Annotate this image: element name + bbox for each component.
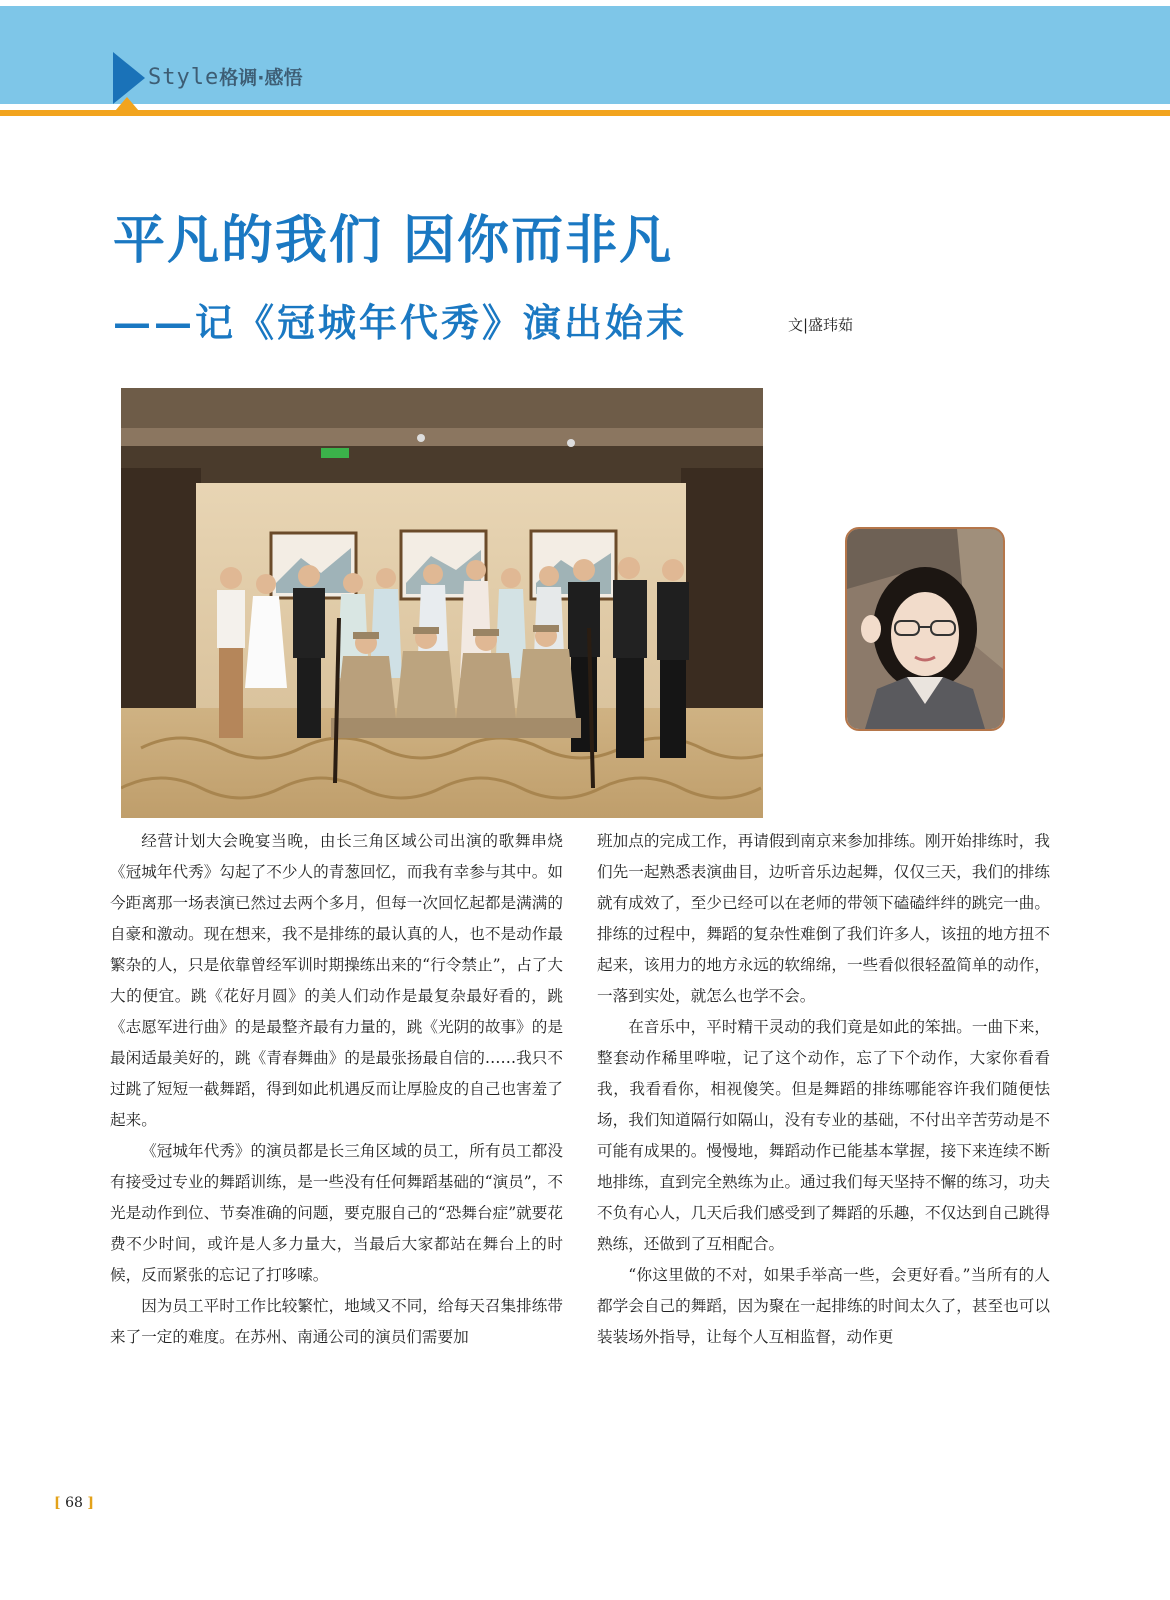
page-number-value: 68	[65, 1495, 83, 1511]
portrait-image	[847, 529, 1003, 729]
body-column-right	[597, 826, 1050, 1353]
paragraph: 《冠城年代秀》的演员都是长三角区域的员工，所有员工都没有接受过专业的舞蹈训练，是一些没有任何舞蹈基础的“演员”，不光是动作到位、节奏准确的问题，要克服自己的“恐舞台症”就要花费不少时间，或许是人多力量大，当最后大家都站在舞台上的时候，反而紧张的忘记了打哆嗦。	[110, 1142, 563, 1284]
author-portrait	[845, 527, 1005, 731]
paragraph: “你这里做的不对，如果手举高一些，会更好看。”当所有的人都学会自己的舞蹈，因为聚在一起排练的时间太久了，甚至也可以装装场外指导，让每个人互相监督，动作更	[597, 1266, 1050, 1346]
paragraph: 在音乐中，平时精干灵动的我们竟是如此的笨拙。一曲下来，整套动作稀里哗啦，记了这个动作，忘了下个动作，大家你看看我，我看看你，相视傻笑。但是舞蹈的排练哪能容许我们随便怯场，我们知道隔行如隔山，没有专业的基础，不付出辛苦劳动是不可能有成果的。慢慢地，舞蹈动作已能基本掌握，接下来连续不断地排练，直到完全熟练为止。通过我们每天坚持不懈的练习，功夫不负有心人，几天后我们感受到了舞蹈的乐趣，不仅达到自己跳得熟练，还做到了互相配合。	[597, 1018, 1050, 1253]
article-subtitle: ——记《冠城年代秀》演出始末	[113, 300, 688, 345]
paragraph: 经营计划大会晚宴当晚，由长三角区域公司出演的歌舞串烧《冠城年代秀》勾起了不少人的青葱回忆，而我有幸参与其中。如今距离那一场表演已然过去两个多月，但每一次回忆起都是满满的自豪和激动。现在想来，我不是排练的最认真的人，也不是动作最繁杂的人，只是依靠曾经军训时期操练出来的“行令禁止”，占了大大的便宜。跳《花好月圆》的美人们动作是最复杂最好看的，跳《志愿军进行曲》的是最整齐最有力量的，跳《光阴的故事》的是最闲适最美好的，跳《青春舞曲》的是最张扬最自信的……我只不过跳了短短一截舞蹈，得到如此机遇反而让厚脸皮的自己也害羞了起来。	[110, 832, 563, 1129]
body-column-left	[110, 826, 563, 1353]
header-accent-line	[0, 110, 1170, 116]
page-number	[54, 1495, 94, 1511]
section-label	[148, 63, 302, 90]
paragraph: 因为员工平时工作比较繁忙，地域又不同，给每天召集排练带来了一定的难度。在苏州、南通公司的演员们需要加	[110, 1297, 563, 1346]
page-bracket-close: ]	[87, 1495, 94, 1511]
article-title: 平凡的我们 因你而非凡	[113, 211, 674, 271]
paragraph: 班加点的完成工作，再请假到南京来参加排练。刚开始排练时，我们先一起熟悉表演曲目，边听音乐边起舞，仅仅三天，我们的排练就有成效了，至少已经可以在老师的带领下磕磕绊绊的跳完一曲。排练的过程中，舞蹈的复杂性难倒了我们许多人，该扭的地方扭不起来，该用力的地方永远的软绵绵，一些看似很轻盈简单的动作，一落到实处，就怎么也学不会。	[597, 832, 1050, 1005]
page-bracket-open: [	[54, 1495, 61, 1511]
section-label-en: Style	[148, 65, 220, 90]
section-label-cn: 格调·感悟	[219, 67, 303, 89]
section-arrow-icon	[113, 52, 145, 104]
group-photo	[121, 388, 763, 818]
article-byline: 文|盛玮茹	[788, 316, 854, 334]
